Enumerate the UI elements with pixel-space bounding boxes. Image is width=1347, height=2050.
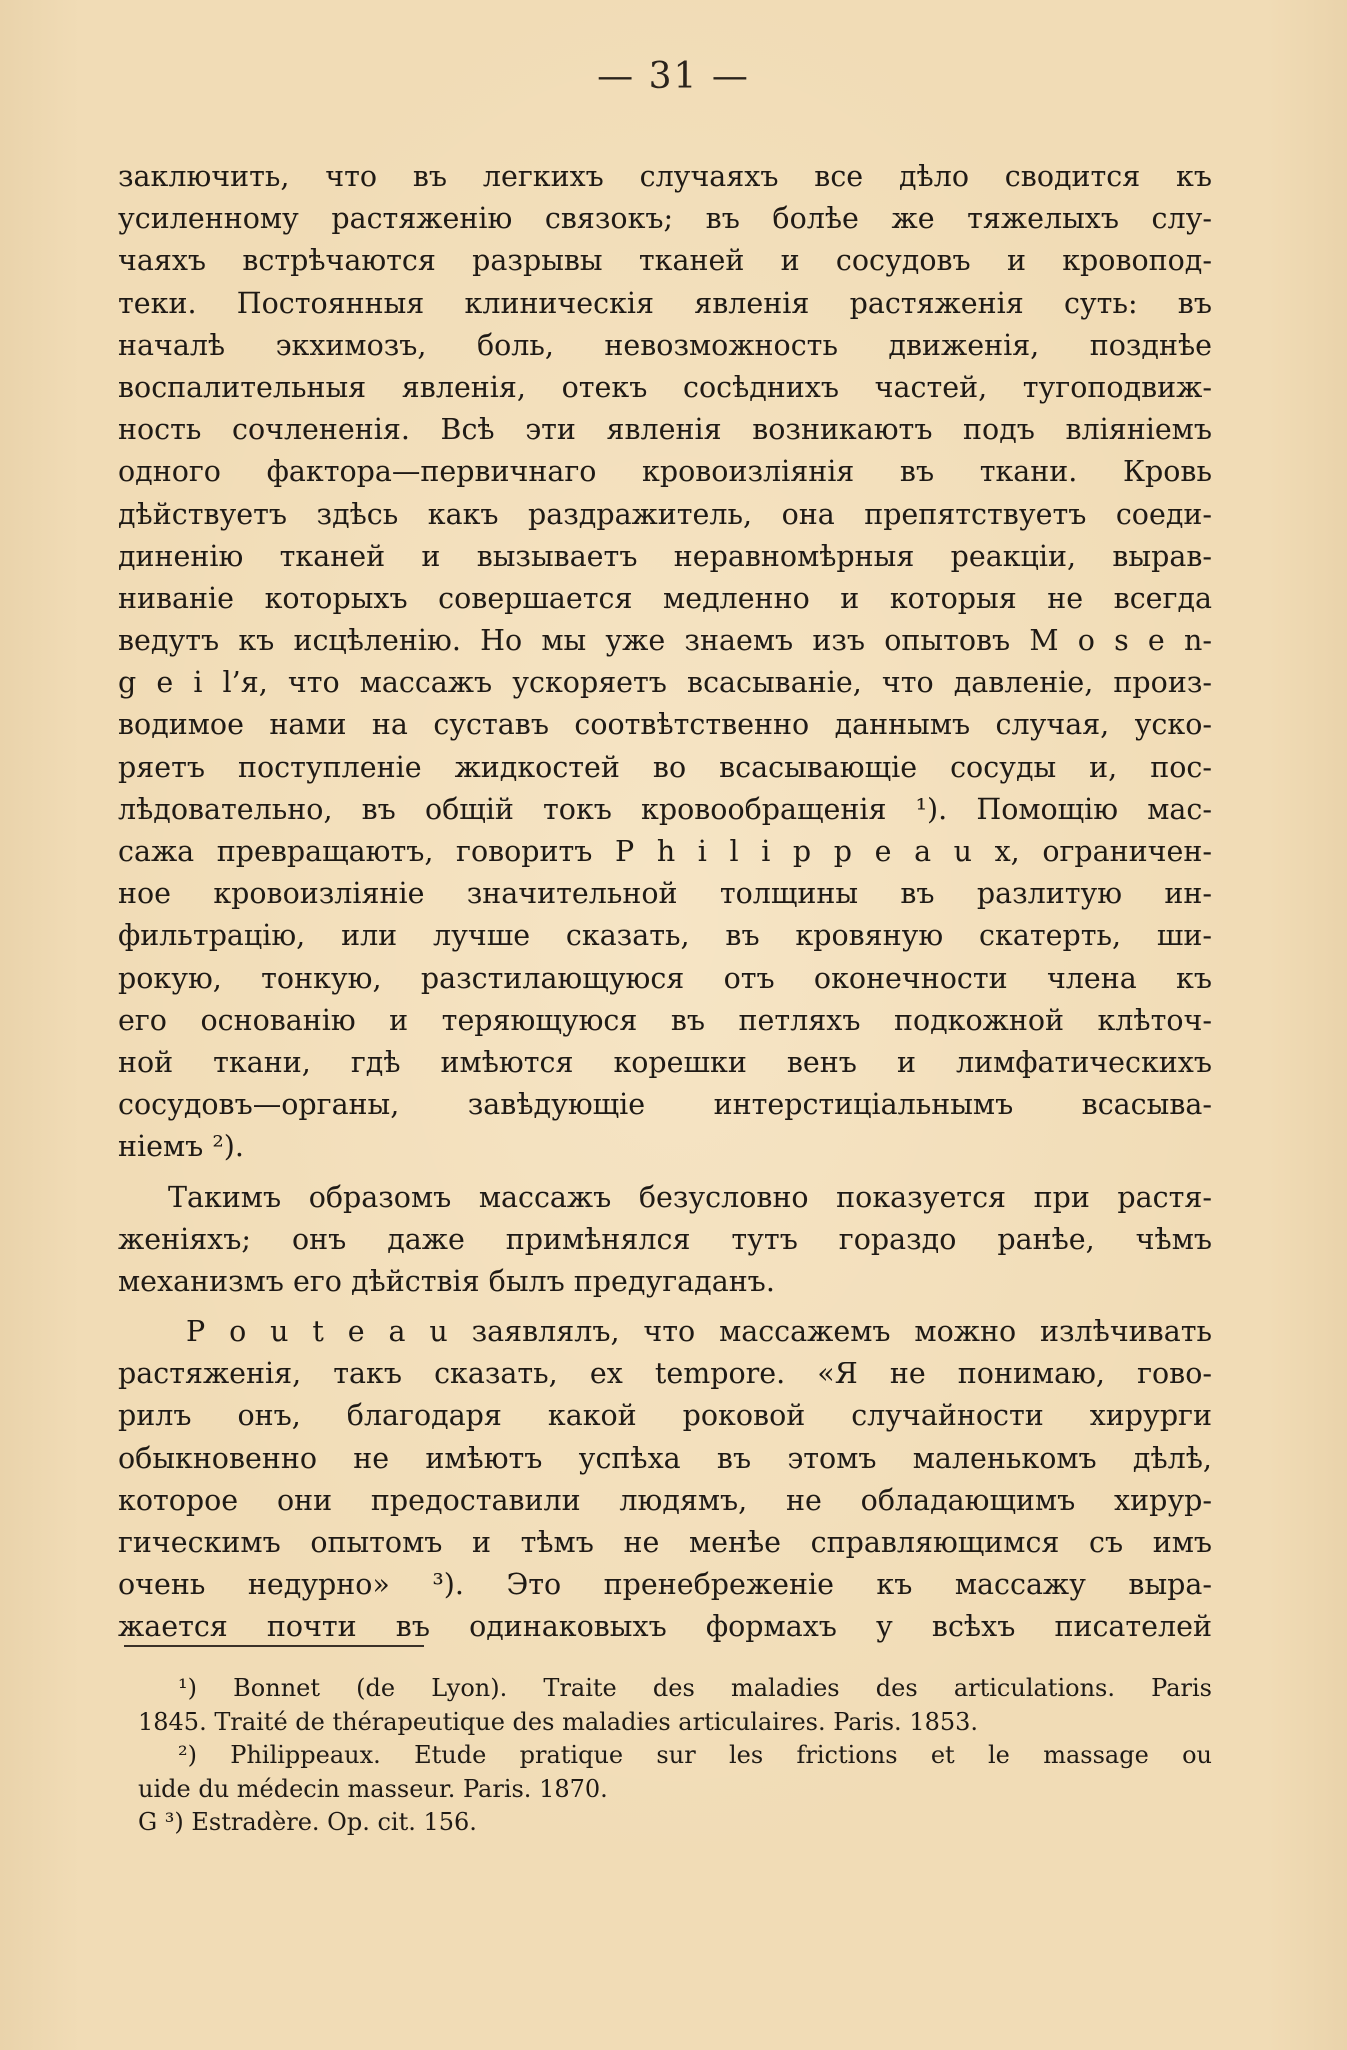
text-line: диненію тканей и вызываетъ неравномѣрныя реакціи, вырав- (118, 539, 1212, 573)
footnote-3 (138, 1806, 1212, 1840)
text-line: заключить, что въ легкихъ случаяхъ все дѣло сводится къ (118, 160, 1212, 193)
text-line: воспалительныя явленія, отекъ сосѣднихъ частей, тугоподвиж- (118, 370, 1212, 404)
text-line: ной ткани, гдѣ имѣются корешки венъ и лимфатическихъ (118, 1045, 1212, 1079)
footnote-divider (124, 1645, 424, 1647)
text-line: ряетъ поступленіе жидкостей во всасывающіе сосуды и, пос- (118, 750, 1212, 784)
text-line: водимое нами на суставъ соотвѣтственно даннымъ случая, уско- (118, 708, 1212, 742)
footnotes (138, 1672, 1212, 1840)
text-line: ниваніе которыхъ совершается медленно и которыя не всегда (118, 581, 1212, 615)
footnote-line: 1845. Traité de thérapeutique des maladies articulaires. Paris. 1853. (138, 1707, 979, 1736)
text-line: усиленному растяженію связокъ; въ болѣе же тяжелыхъ слу- (118, 202, 1212, 236)
text-line: обыкновенно не имѣютъ успѣха въ этомъ маленькомъ дѣлѣ, (118, 1441, 1212, 1475)
footnote-line: ¹) Bonnet (de Lyon). Traite des maladies des articulations. Paris (178, 1674, 1212, 1702)
text-line: растяженія, такъ сказать, ex tempore. «Я не понимаю, гово- (118, 1357, 1212, 1391)
footnote-line: ²) Philippeaux. Etude pratique sur les frictions et le massage ou (178, 1741, 1212, 1769)
text-line: P o u t e a u заявлялъ, что массажемъ можно излѣчивать (186, 1315, 1212, 1349)
text-line: которое они предоставили людямъ, не обладающимъ хирур- (118, 1483, 1212, 1517)
footnote-1 (138, 1672, 1212, 1739)
text-line: теки. Постоянныя клиническія явленія растяженія суть: въ (118, 286, 1212, 320)
paragraph-1 (118, 156, 1212, 1169)
text-line: фильтрацію, или лучше сказать, въ кровяную скатерть, ши- (118, 919, 1212, 953)
footnote-line: G ³) Estradère. Op. cit. 156. (138, 1808, 477, 1836)
paragraph-gap (118, 1303, 1212, 1311)
text-line: началѣ экхимозъ, боль, невозможность движенія, позднѣе (118, 328, 1212, 362)
paragraph-gap (118, 1169, 1212, 1177)
paragraph-2 (118, 1177, 1212, 1304)
text-line: очень недурно» ³). Это пренебреженіе къ массажу выра- (118, 1568, 1212, 1602)
text-line: Такимъ образомъ массажъ безусловно показуется при растя- (168, 1180, 1212, 1214)
text-line: жается почти въ одинаковыхъ формахъ у всѣхъ писателей (118, 1610, 1212, 1644)
text-line: ведутъ къ исцѣленію. Но мы уже знаемъ изъ опытовъ M o s e n- (118, 624, 1212, 658)
text-line: ніемъ ²). (118, 1130, 244, 1164)
text-line: лѣдовательно, въ общій токъ кровообращенія ¹). Помощію мас- (118, 792, 1212, 826)
text-line: сосудовъ—органы, завѣдующіе интерстиціальнымъ всасыва- (118, 1088, 1212, 1122)
text-line: одного фактора—первичнаго кровоизліянія въ ткани. Кровь (118, 455, 1212, 489)
text-line: ность сочлененія. Всѣ эти явленія возникаютъ подъ вліяніемъ (118, 413, 1212, 447)
text-line: рокую, тонкую, разстилающуюся отъ оконечности члена къ (118, 961, 1212, 995)
page-number: — 31 — (597, 56, 750, 97)
text-line: его основанію и теряющуюся въ петляхъ подкожной клѣточ- (118, 1003, 1212, 1037)
text-line: g e i l’я, что массажъ ускоряетъ всасываніе, что давленіе, произ- (118, 666, 1212, 700)
main-text (118, 156, 1212, 1649)
text-line: дѣйствуетъ здѣсь какъ раздражитель, она препятствуетъ соеди- (118, 497, 1212, 531)
text-line: женіяхъ; онъ даже примѣнялся тутъ гораздо ранѣе, чѣмъ (118, 1222, 1212, 1256)
text-line: рилъ онъ, благодаря какой роковой случайности хирурги (118, 1399, 1212, 1433)
footnote-line: uide du médecin masseur. Paris. 1870. (138, 1774, 608, 1803)
text-line: чаяхъ встрѣчаются разрывы тканей и сосудовъ и кровопод- (118, 244, 1212, 278)
text-line: ное кровоизліяніе значительной толщины въ разлитую ин- (118, 877, 1212, 911)
text-line: механизмъ его дѣйствія былъ предугаданъ. (118, 1264, 775, 1298)
footnote-2 (138, 1739, 1212, 1806)
text-line: сажа превращаютъ, говоритъ P h i l i p p e a u x, ограничен- (118, 835, 1212, 868)
text-line: гическимъ опытомъ и тѣмъ не менѣе справляющимся съ имъ (118, 1526, 1212, 1559)
paragraph-3 (118, 1311, 1212, 1649)
